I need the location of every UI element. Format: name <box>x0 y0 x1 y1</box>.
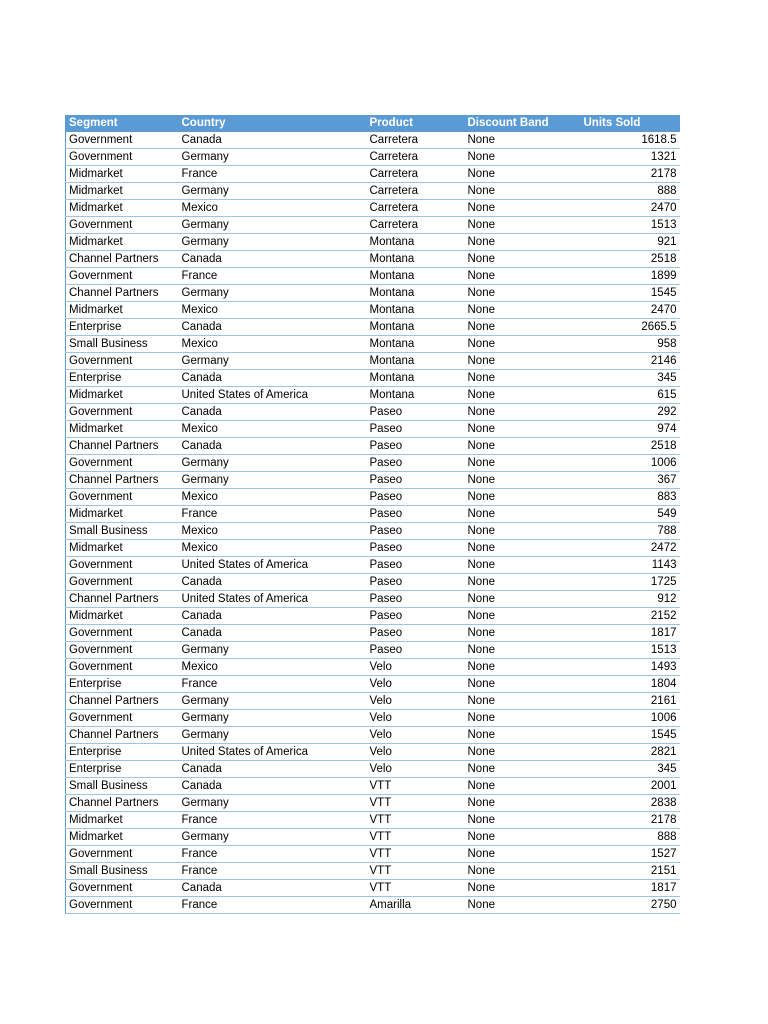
cell-discount-band: None <box>465 472 581 489</box>
data-table <box>65 115 680 914</box>
cell-segment: Government <box>66 574 179 591</box>
cell-discount-band: None <box>465 370 581 387</box>
cell-segment: Midmarket <box>66 183 179 200</box>
cell-discount-band: None <box>465 217 581 234</box>
cell-product: Paseo <box>367 489 465 506</box>
cell-country: Mexico <box>179 489 367 506</box>
cell-discount-band: None <box>465 625 581 642</box>
cell-country: Canada <box>179 438 367 455</box>
cell-product: Carretera <box>367 132 465 149</box>
cell-units-sold: 1618.5 <box>581 132 680 149</box>
cell-segment: Midmarket <box>66 200 179 217</box>
table-row <box>66 523 680 540</box>
cell-country: France <box>179 863 367 880</box>
cell-country: United States of America <box>179 591 367 608</box>
cell-discount-band: None <box>465 353 581 370</box>
cell-product: Paseo <box>367 591 465 608</box>
cell-discount-band: None <box>465 591 581 608</box>
cell-country: Canada <box>179 132 367 149</box>
cell-discount-band: None <box>465 778 581 795</box>
column-header-discount-band: Discount Band <box>465 115 581 132</box>
cell-product: Montana <box>367 302 465 319</box>
cell-units-sold: 2178 <box>581 166 680 183</box>
cell-product: Velo <box>367 761 465 778</box>
cell-discount-band: None <box>465 863 581 880</box>
cell-product: Velo <box>367 744 465 761</box>
cell-discount-band: None <box>465 285 581 302</box>
cell-units-sold: 1725 <box>581 574 680 591</box>
cell-country: Canada <box>179 625 367 642</box>
table-row <box>66 404 680 421</box>
cell-segment: Government <box>66 880 179 897</box>
cell-segment: Midmarket <box>66 234 179 251</box>
cell-segment: Government <box>66 404 179 421</box>
cell-discount-band: None <box>465 744 581 761</box>
table-header-row <box>66 115 680 132</box>
cell-discount-band: None <box>465 676 581 693</box>
cell-units-sold: 888 <box>581 183 680 200</box>
table-row <box>66 319 680 336</box>
table-row <box>66 506 680 523</box>
cell-segment: Government <box>66 642 179 659</box>
cell-country: Germany <box>179 829 367 846</box>
cell-country: Germany <box>179 693 367 710</box>
cell-product: Paseo <box>367 506 465 523</box>
cell-units-sold: 2001 <box>581 778 680 795</box>
cell-units-sold: 2750 <box>581 897 680 914</box>
cell-country: Germany <box>179 795 367 812</box>
cell-segment: Enterprise <box>66 370 179 387</box>
cell-product: VTT <box>367 846 465 863</box>
cell-segment: Government <box>66 268 179 285</box>
cell-product: VTT <box>367 795 465 812</box>
cell-country: Canada <box>179 319 367 336</box>
table-row <box>66 183 680 200</box>
column-header-product: Product <box>367 115 465 132</box>
cell-country: France <box>179 506 367 523</box>
cell-product: VTT <box>367 863 465 880</box>
table-row <box>66 880 680 897</box>
cell-units-sold: 1545 <box>581 727 680 744</box>
cell-country: Germany <box>179 183 367 200</box>
cell-product: Paseo <box>367 421 465 438</box>
cell-segment: Government <box>66 455 179 472</box>
table-row <box>66 829 680 846</box>
cell-segment: Channel Partners <box>66 591 179 608</box>
cell-units-sold: 2665.5 <box>581 319 680 336</box>
cell-discount-band: None <box>465 200 581 217</box>
cell-discount-band: None <box>465 557 581 574</box>
cell-units-sold: 2518 <box>581 251 680 268</box>
cell-segment: Midmarket <box>66 506 179 523</box>
cell-product: Montana <box>367 268 465 285</box>
cell-units-sold: 2518 <box>581 438 680 455</box>
table-row <box>66 336 680 353</box>
cell-segment: Midmarket <box>66 387 179 404</box>
cell-segment: Government <box>66 132 179 149</box>
cell-product: Velo <box>367 676 465 693</box>
table-row <box>66 370 680 387</box>
column-header-units-sold: Units Sold <box>581 115 680 132</box>
table-row <box>66 659 680 676</box>
cell-units-sold: 2472 <box>581 540 680 557</box>
cell-units-sold: 2821 <box>581 744 680 761</box>
cell-units-sold: 345 <box>581 761 680 778</box>
cell-country: Germany <box>179 472 367 489</box>
cell-units-sold: 1545 <box>581 285 680 302</box>
cell-segment: Small Business <box>66 336 179 353</box>
cell-units-sold: 958 <box>581 336 680 353</box>
table-row <box>66 268 680 285</box>
cell-segment: Government <box>66 897 179 914</box>
cell-country: Germany <box>179 217 367 234</box>
cell-units-sold: 367 <box>581 472 680 489</box>
cell-segment: Government <box>66 710 179 727</box>
cell-segment: Midmarket <box>66 302 179 319</box>
cell-country: Canada <box>179 404 367 421</box>
cell-units-sold: 292 <box>581 404 680 421</box>
cell-discount-band: None <box>465 540 581 557</box>
cell-segment: Channel Partners <box>66 472 179 489</box>
column-header-country: Country <box>179 115 367 132</box>
cell-product: Montana <box>367 285 465 302</box>
cell-country: France <box>179 897 367 914</box>
cell-country: United States of America <box>179 744 367 761</box>
cell-units-sold: 888 <box>581 829 680 846</box>
cell-product: Amarilla <box>367 897 465 914</box>
cell-country: Mexico <box>179 659 367 676</box>
cell-discount-band: None <box>465 880 581 897</box>
cell-country: France <box>179 676 367 693</box>
cell-discount-band: None <box>465 149 581 166</box>
cell-product: Velo <box>367 727 465 744</box>
cell-discount-band: None <box>465 319 581 336</box>
cell-country: United States of America <box>179 557 367 574</box>
table-row <box>66 761 680 778</box>
cell-country: Canada <box>179 574 367 591</box>
cell-country: Germany <box>179 455 367 472</box>
table-row <box>66 421 680 438</box>
table-row <box>66 846 680 863</box>
table-row <box>66 353 680 370</box>
cell-country: Mexico <box>179 302 367 319</box>
cell-product: Velo <box>367 693 465 710</box>
cell-country: Canada <box>179 761 367 778</box>
cell-discount-band: None <box>465 761 581 778</box>
cell-units-sold: 1513 <box>581 642 680 659</box>
cell-units-sold: 788 <box>581 523 680 540</box>
cell-product: Paseo <box>367 540 465 557</box>
cell-discount-band: None <box>465 438 581 455</box>
cell-product: Paseo <box>367 455 465 472</box>
cell-segment: Midmarket <box>66 540 179 557</box>
cell-segment: Enterprise <box>66 676 179 693</box>
cell-discount-band: None <box>465 132 581 149</box>
cell-units-sold: 1321 <box>581 149 680 166</box>
cell-product: Carretera <box>367 166 465 183</box>
cell-discount-band: None <box>465 166 581 183</box>
cell-units-sold: 1527 <box>581 846 680 863</box>
cell-country: Canada <box>179 608 367 625</box>
cell-product: Paseo <box>367 625 465 642</box>
cell-country: Germany <box>179 285 367 302</box>
cell-country: Germany <box>179 727 367 744</box>
cell-segment: Government <box>66 557 179 574</box>
cell-product: Carretera <box>367 217 465 234</box>
cell-discount-band: None <box>465 404 581 421</box>
cell-discount-band: None <box>465 251 581 268</box>
cell-country: Germany <box>179 234 367 251</box>
table-row <box>66 693 680 710</box>
cell-units-sold: 1817 <box>581 880 680 897</box>
table-row <box>66 166 680 183</box>
cell-discount-band: None <box>465 710 581 727</box>
table-row <box>66 778 680 795</box>
cell-country: France <box>179 846 367 863</box>
cell-units-sold: 2470 <box>581 200 680 217</box>
cell-segment: Enterprise <box>66 761 179 778</box>
cell-discount-band: None <box>465 523 581 540</box>
cell-units-sold: 2146 <box>581 353 680 370</box>
table-row <box>66 557 680 574</box>
cell-country: Germany <box>179 149 367 166</box>
cell-segment: Government <box>66 846 179 863</box>
cell-discount-band: None <box>465 421 581 438</box>
cell-units-sold: 2470 <box>581 302 680 319</box>
cell-product: Paseo <box>367 523 465 540</box>
cell-units-sold: 2152 <box>581 608 680 625</box>
table-row <box>66 795 680 812</box>
cell-segment: Government <box>66 659 179 676</box>
cell-segment: Channel Partners <box>66 693 179 710</box>
cell-discount-band: None <box>465 506 581 523</box>
cell-segment: Small Business <box>66 863 179 880</box>
cell-product: VTT <box>367 812 465 829</box>
cell-country: United States of America <box>179 387 367 404</box>
cell-discount-band: None <box>465 489 581 506</box>
table-row <box>66 591 680 608</box>
cell-product: Paseo <box>367 472 465 489</box>
cell-country: Canada <box>179 778 367 795</box>
cell-units-sold: 1899 <box>581 268 680 285</box>
cell-product: Carretera <box>367 183 465 200</box>
cell-discount-band: None <box>465 574 581 591</box>
cell-product: Montana <box>367 370 465 387</box>
cell-country: France <box>179 812 367 829</box>
cell-segment: Small Business <box>66 523 179 540</box>
cell-discount-band: None <box>465 693 581 710</box>
cell-product: Montana <box>367 336 465 353</box>
cell-product: Montana <box>367 234 465 251</box>
table-row <box>66 642 680 659</box>
table-row <box>66 234 680 251</box>
cell-units-sold: 1817 <box>581 625 680 642</box>
cell-discount-band: None <box>465 795 581 812</box>
cell-product: Paseo <box>367 404 465 421</box>
cell-units-sold: 2161 <box>581 693 680 710</box>
table-row <box>66 710 680 727</box>
cell-product: Paseo <box>367 438 465 455</box>
cell-segment: Government <box>66 149 179 166</box>
cell-segment: Channel Partners <box>66 251 179 268</box>
cell-units-sold: 912 <box>581 591 680 608</box>
table-row <box>66 132 680 149</box>
cell-country: Germany <box>179 642 367 659</box>
cell-discount-band: None <box>465 387 581 404</box>
cell-country: Mexico <box>179 200 367 217</box>
table-row <box>66 217 680 234</box>
cell-country: Canada <box>179 370 367 387</box>
table-row <box>66 676 680 693</box>
cell-discount-band: None <box>465 455 581 472</box>
table-row <box>66 744 680 761</box>
table-row <box>66 540 680 557</box>
cell-country: Germany <box>179 353 367 370</box>
cell-segment: Government <box>66 625 179 642</box>
cell-country: Mexico <box>179 336 367 353</box>
cell-units-sold: 883 <box>581 489 680 506</box>
cell-product: Velo <box>367 710 465 727</box>
table-body <box>66 132 680 914</box>
cell-discount-band: None <box>465 846 581 863</box>
cell-product: Montana <box>367 387 465 404</box>
table-row <box>66 897 680 914</box>
cell-country: Mexico <box>179 540 367 557</box>
cell-discount-band: None <box>465 302 581 319</box>
cell-discount-band: None <box>465 829 581 846</box>
table-row <box>66 608 680 625</box>
cell-segment: Midmarket <box>66 812 179 829</box>
cell-segment: Channel Partners <box>66 795 179 812</box>
table-row <box>66 489 680 506</box>
table-row <box>66 455 680 472</box>
cell-discount-band: None <box>465 812 581 829</box>
cell-country: Mexico <box>179 523 367 540</box>
cell-units-sold: 2151 <box>581 863 680 880</box>
cell-units-sold: 1006 <box>581 710 680 727</box>
cell-discount-band: None <box>465 183 581 200</box>
table-row <box>66 285 680 302</box>
cell-units-sold: 1006 <box>581 455 680 472</box>
cell-discount-band: None <box>465 608 581 625</box>
table-row <box>66 251 680 268</box>
table-row <box>66 727 680 744</box>
cell-product: Paseo <box>367 608 465 625</box>
cell-segment: Enterprise <box>66 319 179 336</box>
cell-product: Carretera <box>367 149 465 166</box>
table-row <box>66 812 680 829</box>
cell-discount-band: None <box>465 642 581 659</box>
cell-segment: Midmarket <box>66 829 179 846</box>
cell-segment: Channel Partners <box>66 285 179 302</box>
cell-discount-band: None <box>465 336 581 353</box>
table-row <box>66 472 680 489</box>
cell-product: Paseo <box>367 574 465 591</box>
cell-product: VTT <box>367 778 465 795</box>
cell-country: Canada <box>179 880 367 897</box>
column-header-segment: Segment <box>66 115 179 132</box>
cell-country: France <box>179 166 367 183</box>
cell-units-sold: 1804 <box>581 676 680 693</box>
table-row <box>66 625 680 642</box>
cell-discount-band: None <box>465 897 581 914</box>
cell-units-sold: 345 <box>581 370 680 387</box>
table-row <box>66 438 680 455</box>
table-row <box>66 302 680 319</box>
cell-units-sold: 549 <box>581 506 680 523</box>
cell-product: Carretera <box>367 200 465 217</box>
cell-units-sold: 1143 <box>581 557 680 574</box>
cell-segment: Midmarket <box>66 166 179 183</box>
cell-product: VTT <box>367 829 465 846</box>
cell-segment: Small Business <box>66 778 179 795</box>
cell-discount-band: None <box>465 268 581 285</box>
table-row <box>66 149 680 166</box>
cell-segment: Government <box>66 217 179 234</box>
cell-segment: Enterprise <box>66 744 179 761</box>
table-row <box>66 387 680 404</box>
cell-discount-band: None <box>465 659 581 676</box>
cell-units-sold: 2838 <box>581 795 680 812</box>
cell-country: France <box>179 268 367 285</box>
table-row <box>66 863 680 880</box>
cell-product: Paseo <box>367 557 465 574</box>
cell-product: Montana <box>367 251 465 268</box>
cell-units-sold: 1513 <box>581 217 680 234</box>
cell-discount-band: None <box>465 234 581 251</box>
cell-segment: Government <box>66 489 179 506</box>
cell-product: Paseo <box>367 642 465 659</box>
cell-units-sold: 974 <box>581 421 680 438</box>
cell-product: Montana <box>367 353 465 370</box>
cell-discount-band: None <box>465 727 581 744</box>
cell-country: Canada <box>179 251 367 268</box>
cell-segment: Government <box>66 353 179 370</box>
cell-units-sold: 615 <box>581 387 680 404</box>
cell-segment: Midmarket <box>66 421 179 438</box>
cell-segment: Midmarket <box>66 608 179 625</box>
cell-country: Mexico <box>179 421 367 438</box>
cell-units-sold: 1493 <box>581 659 680 676</box>
cell-country: Germany <box>179 710 367 727</box>
cell-units-sold: 2178 <box>581 812 680 829</box>
table-row <box>66 574 680 591</box>
cell-product: VTT <box>367 880 465 897</box>
cell-units-sold: 921 <box>581 234 680 251</box>
cell-segment: Channel Partners <box>66 727 179 744</box>
cell-product: Montana <box>367 319 465 336</box>
table-row <box>66 200 680 217</box>
cell-segment: Channel Partners <box>66 438 179 455</box>
cell-product: Velo <box>367 659 465 676</box>
